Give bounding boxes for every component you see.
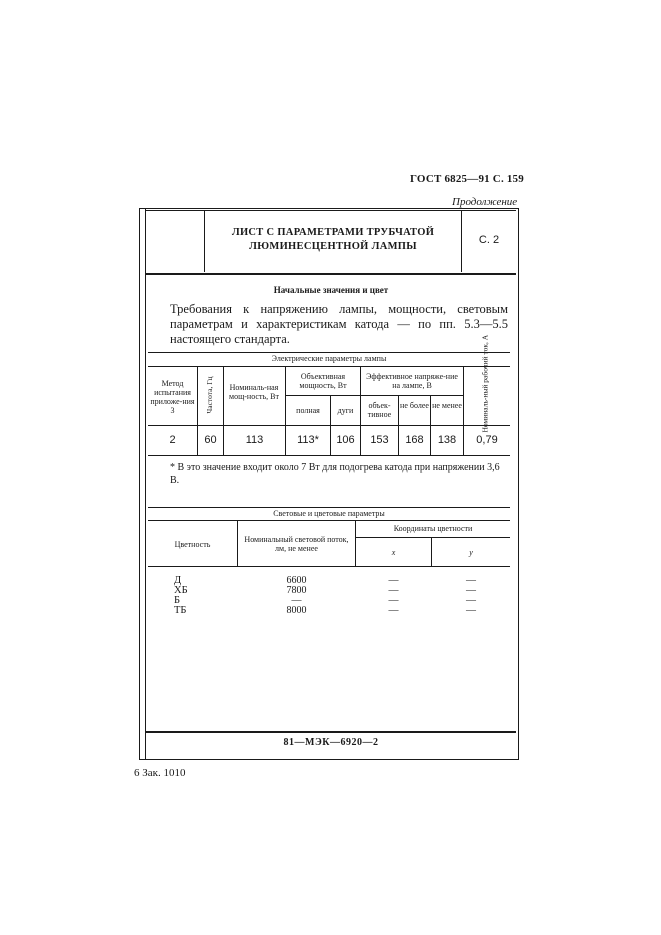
header-voltage-max: не более xyxy=(400,401,429,410)
table-row-flux: 7800 xyxy=(286,585,307,596)
requirements-paragraph xyxy=(170,302,508,347)
table-row-y: — xyxy=(466,605,476,616)
header-frequency: Частота, Гц xyxy=(205,376,214,414)
header-nominal-power: Номиналь-ная мощ-ность, Вт xyxy=(229,383,279,401)
bottom-divider xyxy=(145,731,516,733)
header-method: Метод испытания приложе-ния 3 xyxy=(150,379,195,415)
continuation-label: Продолжение xyxy=(452,196,518,208)
header-full-power: полная xyxy=(296,406,320,415)
sheet-title-line1: ЛИСТ С ПАРАМЕТРАМИ ТРУБЧАТОЙ xyxy=(231,227,435,238)
header-flux: Номинальный световой поток, лм, не менее xyxy=(244,535,349,553)
value-nominal-power: 113 xyxy=(245,434,264,446)
table-row-y: — xyxy=(466,575,476,586)
value-frequency: 60 xyxy=(204,434,217,446)
table-row-color: ХБ xyxy=(174,585,188,596)
table-row-color: ТБ xyxy=(174,605,187,616)
table-row-x: — xyxy=(388,585,399,596)
standard-reference: ГОСТ 6825—91 С. 159 xyxy=(410,173,524,185)
value-arc-power: 106 xyxy=(336,434,355,446)
table-row-flux: — xyxy=(291,595,302,606)
table-row-color: Д xyxy=(174,575,182,586)
table-row-color: Б xyxy=(174,595,181,606)
header-color: Цветность xyxy=(174,540,211,549)
value-voltage-max: 168 xyxy=(405,434,424,446)
table-row-x: — xyxy=(388,595,399,606)
table-row-y: — xyxy=(466,595,476,606)
light-table-caption: Световые и цветовые параметры xyxy=(273,509,385,518)
header-x: x xyxy=(391,548,396,557)
value-full-power: 113* xyxy=(297,434,319,446)
value-voltage-objective: 153 xyxy=(370,434,389,446)
header-color-coords: Координаты цветности xyxy=(393,524,473,533)
value-nominal-current: 0,79 xyxy=(476,434,498,446)
sheet-title-line2: ЛЮМИНЕСЦЕНТНОЙ ЛАМПЫ xyxy=(249,241,417,252)
header-nominal-current: Номиналь-ный рабочий ток, А xyxy=(480,334,490,433)
x-column xyxy=(356,576,431,616)
sheet-title xyxy=(205,226,461,254)
value-voltage-min: 138 xyxy=(437,434,457,446)
sheet-page-number: С. 2 xyxy=(478,234,500,246)
color-column xyxy=(149,576,236,616)
table-row-x: — xyxy=(388,575,399,586)
header-effective-voltage: Эффективное напряже-ние на лампе, В xyxy=(366,372,458,390)
y-column xyxy=(432,576,510,616)
header-objective-power: Объективная мощность, Вт xyxy=(299,372,347,390)
table-row-x: — xyxy=(388,605,399,616)
electrical-table-caption: Электрические параметры лампы xyxy=(271,354,387,363)
table-row-flux: 6600 xyxy=(286,575,307,586)
requirements-text: Требования к напряжению лампы, мощности, световым параметрам и характеристикам катода — по пп. 5.3—5.5 настоящего стандарта. xyxy=(170,302,508,346)
header-arc-power: дуги xyxy=(337,406,354,415)
footnote: * В это значение входит около 7 Вт для подогрева катода при напряжении 3,6 В. xyxy=(170,462,500,486)
value-method: 2 xyxy=(169,434,176,446)
document-code: 81—МЭК—6920—2 xyxy=(283,737,379,748)
table-row-y: — xyxy=(466,585,476,596)
header-voltage-min: не менее xyxy=(432,401,462,410)
flux-column xyxy=(240,576,353,616)
order-number: 6 Зак. 1010 xyxy=(134,767,186,779)
header-voltage-objective: объек-тивное xyxy=(367,401,392,419)
header-y: y xyxy=(469,548,473,557)
table-row-flux: 8000 xyxy=(286,605,307,616)
section-title: Начальные значения и цвет xyxy=(273,285,389,295)
